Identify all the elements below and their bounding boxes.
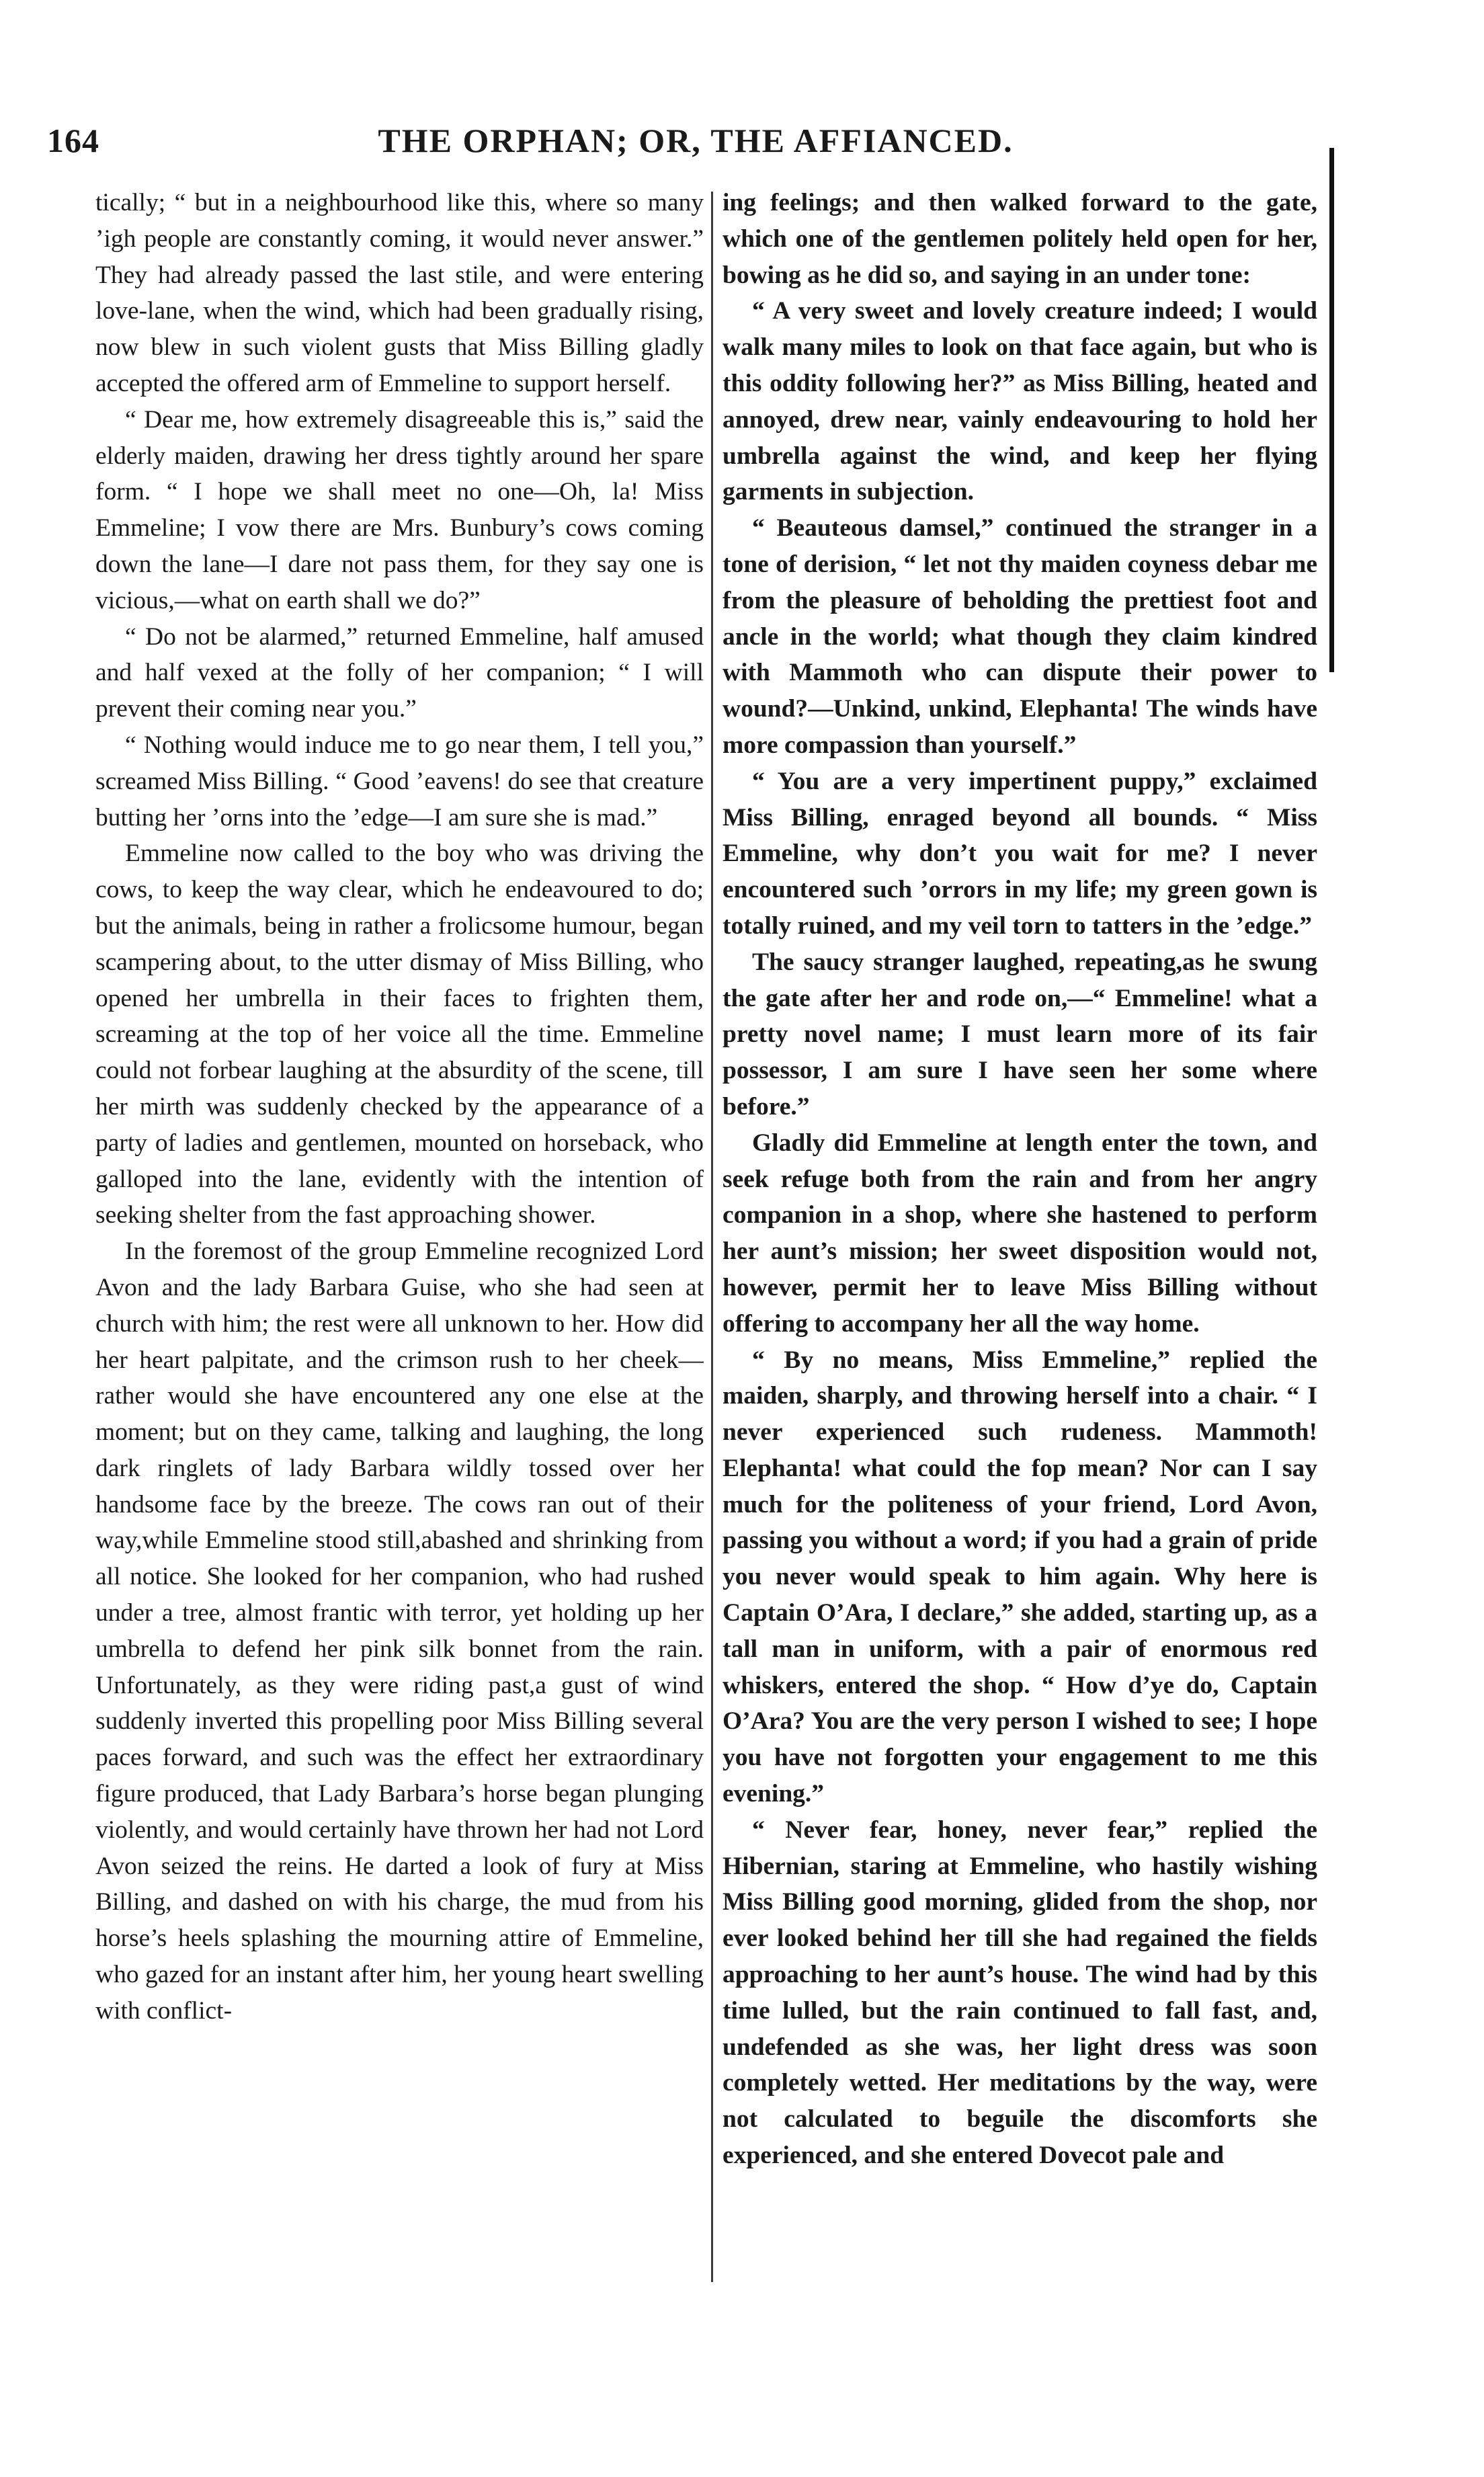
- paragraph: In the foremost of the group Emmeline recognized Lord Avon and the lady Barbara Guise, who she had seen at church with him; the rest were all unknown to her. How did her heart palpitate, and the crimson rush to her cheek—rather would she have encountered any one else at the moment; but on they came, talking and laughing, the long dark ringlets of lady Barbara wildly tossed over her handsome face by the breeze. The cows ran out of their way,while Emmeline stood still,abashed and shrinking from all notice. She looked for her companion, who had rushed under a tree, almost frantic with terror, yet holding up her umbrella to defend her pink silk bonnet from the rain. Unfortunately, as they were riding past,a gust of wind suddenly inverted this propelling poor Miss Billing several paces forward, and such was the effect her extraordinary figure produced, that Lady Barbara’s horse began plunging violently, and would certainly have thrown her had not Lord Avon seized the reins. He darted a look of fury at Miss Billing, and dashed on with his charge, the mud from his horse’s heels splashing the mourning attire of Emmeline, who gazed for an instant after him, her young heart swelling with conflict-: [95, 1237, 704, 2025]
- paragraph: “ Beauteous damsel,” continued the stranger in a tone of derision, “ let not thy maiden coyness debar me from the pleasure of beholding the prettiest foot and ancle in the world; what though they claim kindred with Mammoth who can dispute their power to wound?—Unkind, unkind, Elephanta! The winds have more compassion than yourself.”: [723, 514, 1317, 759]
- page-number: 164: [47, 122, 99, 159]
- left-column: [95, 185, 704, 2282]
- paragraph: “ Never fear, honey, never fear,” replied the Hibernian, staring at Emmeline, who hastily wishing Miss Billing good morning, glided from the shop, nor ever looked behind her till she had regained the fields approaching to her aunt’s house. The wind had by this time lulled, but the rain continued to fall fast, and, undefended as she was, her light dress was soon completely wetted. Her meditations by the way, were not calculated to beguile the discomforts she experienced, and she entered Dovecot pale and: [723, 1816, 1317, 2170]
- paragraph: The saucy stranger laughed, repeating,as he swung the gate after her and rode on,—“ Emmeline! what a pretty novel name; I must learn more of its fair possessor, I am sure I have seen her some where before.”: [723, 948, 1317, 1121]
- right-column: [723, 185, 1317, 2282]
- margin-bar: [1329, 148, 1334, 672]
- paragraph: “ Dear me, how extremely disagreeable this is,” said the elderly maiden, drawing her dress tightly around her spare form. “ I hope we shall meet no one—Oh, la! Miss Emmeline; I vow there are Mrs. Bunbury’s cows coming down the lane—I dare not pass them, for they say one is vicious,—what on earth shall we do?”: [95, 405, 704, 614]
- running-title: THE ORPHAN; OR, THE AFFIANCED.: [378, 122, 1014, 159]
- paragraph: “ Nothing would induce me to go near them, I tell you,” screamed Miss Billing. “ Good ’eavens! do see that creature butting her ’orns into the ’edge—I am sure she is mad.”: [95, 731, 704, 831]
- column-divider: [711, 192, 713, 2282]
- paragraph: “ Do not be alarmed,” returned Emmeline, half amused and half vexed at the folly of her companion; “ I will prevent their coming near you.”: [95, 622, 704, 723]
- page-header: [47, 121, 1344, 175]
- paragraph: tically; “ but in a neighbourhood like this, where so many ’igh people are constantly coming, it would never answer.” They had already passed the last stile, and were entering love-lane, when the wind, which had been gradually rising, now blew in such violent gusts that Miss Billing gladly accepted the offered arm of Emmeline to support herself.: [95, 189, 704, 397]
- paragraph: Emmeline now called to the boy who was driving the cows, to keep the way clear, which he endeavoured to do; but the animals, being in rather a frolicsome humour, began scampering about, to the utter dismay of Miss Billing, who opened her umbrella in their faces to frighten them, screaming at the top of her voice all the time. Emmeline could not forbear laughing at the absurdity of the scene, till her mirth was suddenly checked by the appearance of a party of ladies and gentlemen, mounted on horseback, who galloped into the lane, evidently with the intention of seeking shelter from the fast approaching shower.: [95, 840, 704, 1229]
- paragraph: “ You are a very impertinent puppy,” exclaimed Miss Billing, enraged beyond all bounds. “ Miss Emmeline, why don’t you wait for me? I never encountered such ’orrors in my life; my green gown is totally ruined, and my veil torn to tatters in the ’edge.”: [723, 767, 1317, 940]
- paragraph: ing feelings; and then walked forward to the gate, which one of the gentlemen politely held open for her, bowing as he did so, and saying in an under tone:: [723, 189, 1317, 289]
- paragraph: “ A very sweet and lovely creature indeed; I would walk many miles to look on that face again, but who is this oddity following her?” as Miss Billing, heated and annoyed, drew near, vainly endeavouring to hold her umbrella against the wind, and keep her flying garments in subjection.: [723, 297, 1317, 506]
- paragraph: “ By no means, Miss Emmeline,” replied the maiden, sharply, and throwing herself into a chair. “ I never experienced such rudeness. Mammoth! Elephanta! what could the fop mean? Nor can I say much for the politeness of your friend, Lord Avon, passing you without a word; if you had a grain of pride you never would speak to him again. Why here is Captain O’Ara, I declare,” she added, starting up, as a tall man in uniform, with a pair of enormous red whiskers, entered the shop. “ How d’ye do, Captain O’Ara? You are the very person I wished to see; I hope you have not forgotten your engagement to me this evening.”: [723, 1346, 1317, 1808]
- paragraph: Gladly did Emmeline at length enter the town, and seek refuge both from the rain and from her angry companion in a shop, where she hastened to perform her aunt’s mission; her sweet disposition would not, however, permit her to leave Miss Billing without offering to accompany her all the way home.: [723, 1129, 1317, 1338]
